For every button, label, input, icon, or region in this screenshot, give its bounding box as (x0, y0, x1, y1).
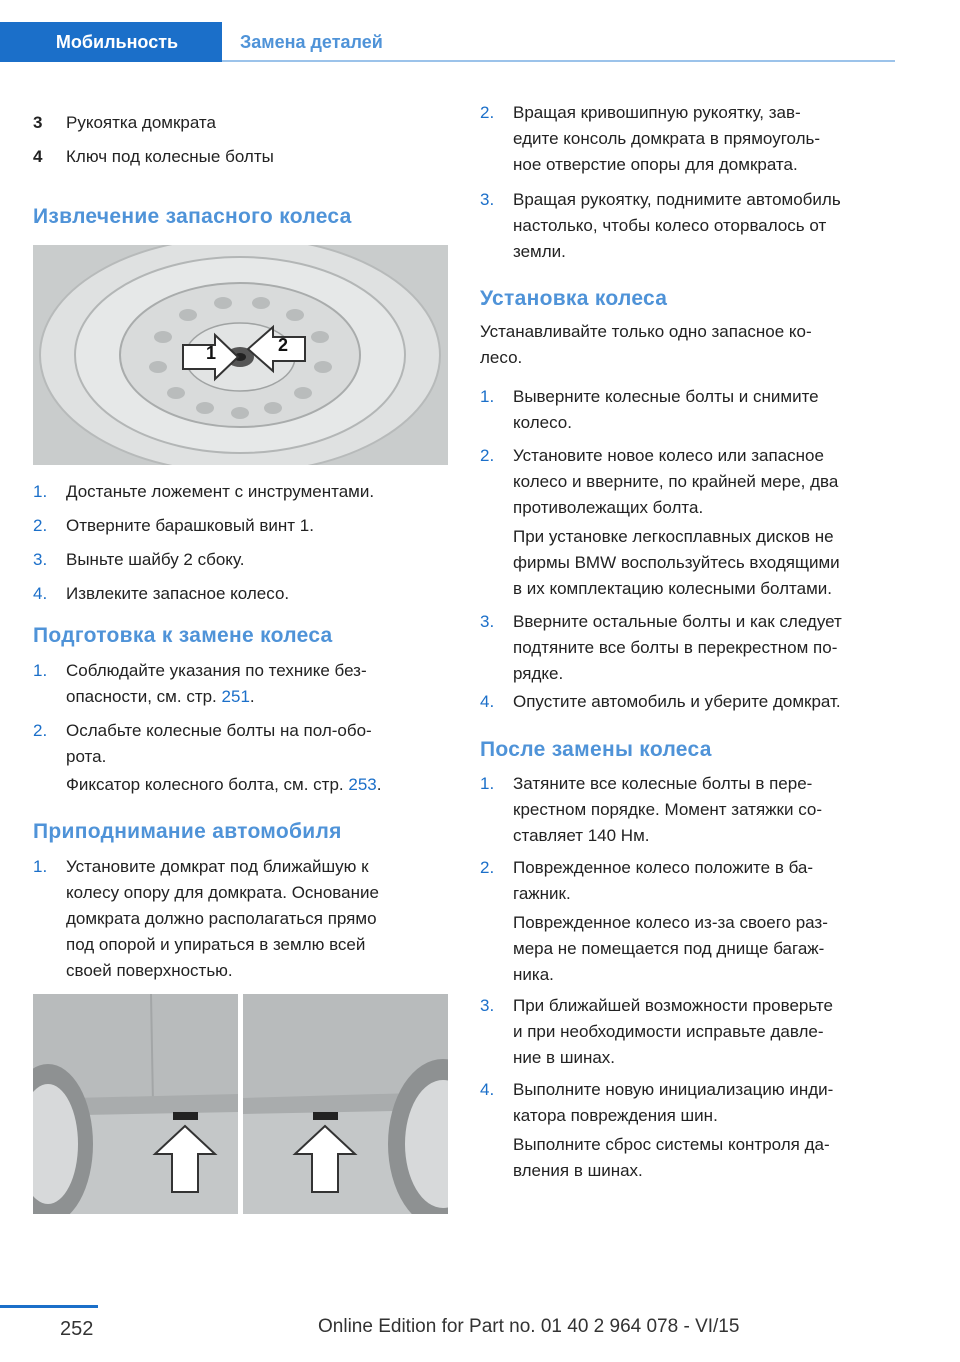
step-number: 1. (33, 661, 48, 680)
step-text: Поврежденное колесо положите в ба- (513, 858, 814, 877)
step-text: Опустите автомобиль и уберите домкрат. (513, 692, 841, 711)
tab-replacing-parts[interactable]: Замена деталей (240, 31, 383, 52)
jack-point-rear-illustration (243, 994, 448, 1214)
note-text: вления в шинах. (513, 1161, 643, 1180)
spare-wheel-illustration (33, 245, 448, 465)
step-text: Затяните все колесные болты в пере- (513, 774, 813, 793)
step-number: 1. (33, 857, 48, 876)
step-number: 1. (480, 387, 495, 406)
note-text: Выполните сброс системы контроля да- (513, 1135, 830, 1154)
step-text: колесо. (513, 413, 572, 432)
jack-point-front-illustration (33, 994, 238, 1214)
note-text: Фиксатор колесного болта, см. стр. (66, 775, 344, 794)
step-text: Вращая кривошипную рукоятку, зав- (513, 103, 801, 122)
note-text: в их комплектацию колесными болтами. (513, 579, 832, 598)
step-number: 2. (480, 446, 495, 465)
step-number: 3. (33, 550, 48, 569)
page-header (0, 22, 895, 62)
step-number: 2. (33, 516, 48, 535)
step-number: 2. (33, 721, 48, 740)
edition-text: Online Edition for Part no. 01 40 2 964 078 - VI/15 (318, 1316, 740, 1337)
step-text: Выполните новую инициализацию инди- (513, 1080, 834, 1099)
step-text: Установите новое колесо или запасное (513, 446, 824, 465)
tab-mobility[interactable]: Мобильность (0, 22, 222, 62)
footer-divider (0, 1305, 98, 1308)
step-number: 4. (480, 692, 495, 711)
heading-after: После замены колеса (480, 738, 712, 761)
jack-point-front-figure (33, 994, 238, 1214)
spare-wheel-figure (33, 245, 448, 465)
heading-prepare: Подготовка к замене колеса (33, 624, 333, 647)
step-number: 3. (480, 996, 495, 1015)
step-text: катора повреждения шин. (513, 1106, 718, 1125)
step-number: 1. (480, 774, 495, 793)
step-number: 3. (480, 612, 495, 631)
step-number: 2. (480, 858, 495, 877)
step-text: опасности, см. стр. (66, 687, 217, 706)
step-text: Соблюдайте указания по технике без- (66, 661, 367, 680)
header-divider (222, 60, 895, 62)
step-text: крестном порядке. Момент затяжки со- (513, 800, 823, 819)
step-text: рядке. (513, 664, 564, 683)
item-number: 3 (33, 113, 43, 132)
step-text: ставляет 140 Нм. (513, 826, 650, 845)
note-text: ника. (513, 965, 554, 984)
step-text: и при необходимости исправьте давле- (513, 1022, 824, 1041)
step-text: настолько, чтобы колесо оторвалось от (513, 216, 827, 235)
step-text: едите консоль домкрата в прямоуголь- (513, 129, 821, 148)
step-text: своей поверхностью. (66, 961, 233, 980)
note-text: фирмы BMW воспользуйтесь входящими (513, 553, 840, 572)
step-text: рота. (66, 747, 107, 766)
step-text: домкрата должно располагаться прямо (66, 909, 377, 928)
step-text: колесу опору для домкрата. Основание (66, 883, 379, 902)
step-text: При ближайшей возможности проверьте (513, 996, 833, 1015)
step-text: ное отверстие опоры для домкрата. (513, 155, 798, 174)
intro-text: лесо. (480, 348, 523, 367)
step-text: ние в шинах. (513, 1048, 616, 1067)
intro-text: Устанавливайте только одно запасное ко- (480, 322, 812, 341)
figure-label-1: 1 (206, 343, 217, 363)
step-text: противолежащих болта. (513, 498, 704, 517)
jack-point-rear-figure (243, 994, 448, 1214)
step-number: 2. (480, 103, 495, 122)
note-text: Поврежденное колесо из-за своего раз- (513, 913, 828, 932)
page-number: 252 (60, 1318, 94, 1340)
page-link-251[interactable]: 251 (221, 687, 250, 706)
step-text: Извлеките запасное колесо. (66, 584, 290, 603)
step-number: 4. (33, 584, 48, 603)
item-text: Рукоятка домкрата (66, 113, 216, 132)
step-number: 3. (480, 190, 495, 209)
step-text: Достаньте ложемент с инструментами. (66, 482, 375, 501)
step-number: 4. (480, 1080, 495, 1099)
step-text: Отверните барашковый винт 1. (66, 516, 314, 535)
step-text: под опорой и упираться в землю всей (66, 935, 366, 954)
heading-remove-spare-wheel: Извлечение запасного колеса (33, 205, 352, 228)
step-text: гажник. (513, 884, 571, 903)
step-text: колесо и вверните, по крайней мере, два (513, 472, 839, 491)
step-text: земли. (513, 242, 566, 261)
step-text: Выньте шайбу 2 сбоку. (66, 550, 245, 569)
step-text: Вращая рукоятку, поднимите автомобиль (513, 190, 841, 209)
item-number: 4 (33, 147, 43, 166)
page-link-253[interactable]: 253 (348, 775, 377, 794)
step-text: Выверните колесные болты и снимите (513, 387, 819, 406)
figure-label-2: 2 (278, 335, 289, 355)
step-text: Установите домкрат под ближайшую к (66, 857, 369, 876)
step-text: подтяните все болты в перекрестном по- (513, 638, 838, 657)
heading-install: Установка колеса (480, 287, 668, 310)
step-text: Ослабьте колесные болты на пол-обо- (66, 721, 372, 740)
note-text: При установке легкосплавных дисков не (513, 527, 834, 546)
heading-lift: Приподнимание автомобиля (33, 820, 342, 843)
item-text: Ключ под колесные болты (66, 147, 274, 166)
step-text: Вверните остальные болты и как следует (513, 612, 842, 631)
step-number: 1. (33, 482, 48, 501)
note-text: мера не помещается под днище багаж- (513, 939, 825, 958)
